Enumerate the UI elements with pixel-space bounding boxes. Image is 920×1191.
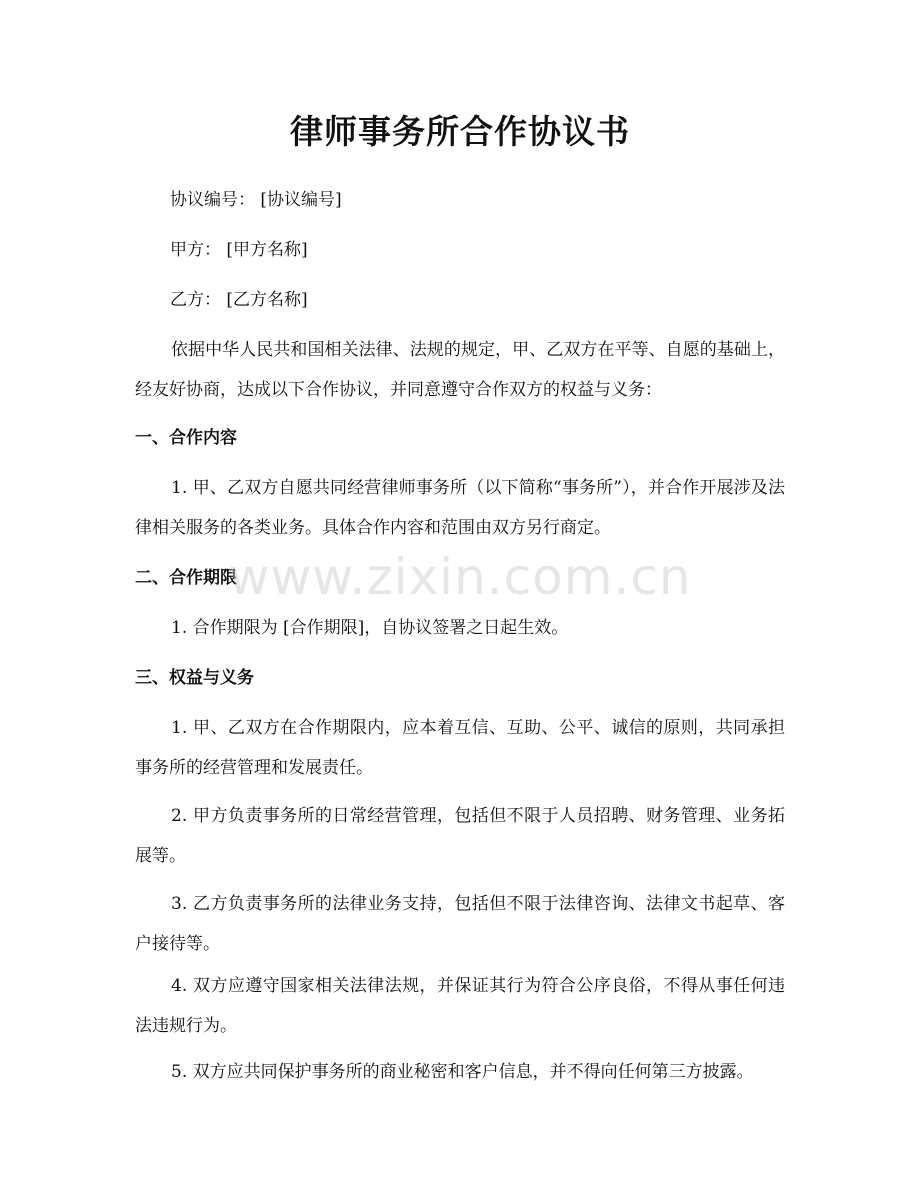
party-b-line: 乙方： [乙方名称] — [170, 290, 308, 310]
agreement-number-line: 协议编号： [协议编号] — [170, 190, 342, 210]
section-3-item-4: 4. 双方应遵守国家相关法律法规，并保证其行为符合公序良俗，不得从事任何违法违规行为。 — [135, 976, 785, 1036]
document-title: 律师事务所合作协议书 — [290, 112, 630, 151]
section-3-item-1: 1. 甲、乙双方在合作期限内，应本着互信、互助、公平、诚信的原则，共同承担事务所的经营管理和发展责任。 — [135, 718, 785, 778]
preamble-paragraph: 依据中华人民共和国相关法律、法规的规定，甲、乙双方在平等、自愿的基础上，经友好协商，达成以下合作协议，并同意遵守合作双方的权益与义务： — [135, 340, 785, 400]
section-2-item-1: 1. 合作期限为 [合作期限]，自协议签署之日起生效。 — [171, 618, 569, 638]
section-3-item-3: 3. 乙方负责事务所的法律业务支持，包括但不限于法律咨询、法律文书起草、客户接待等。 — [135, 894, 785, 954]
section-1-item-1: 1. 甲、乙双方自愿共同经营律师事务所（以下简称“事务所”），并合作开展涉及法律相关服务的各类业务。具体合作内容和范围由双方另行商定。 — [135, 478, 785, 538]
section-heading-rights-obligations: 三、权益与义务 — [135, 668, 254, 688]
section-3-item-2: 2. 甲方负责事务所的日常经营管理，包括但不限于人员招聘、财务管理、业务拓展等。 — [135, 806, 785, 866]
party-a-line: 甲方： [甲方名称] — [170, 240, 308, 260]
section-heading-cooperation-content: 一、合作内容 — [135, 428, 237, 448]
section-3-item-5: 5. 双方应共同保护事务所的商业秘密和客户信息，并不得向任何第三方披露。 — [171, 1062, 754, 1082]
section-heading-cooperation-term: 二、合作期限 — [135, 568, 237, 588]
watermark: www.zixin.com.cn — [228, 548, 692, 606]
